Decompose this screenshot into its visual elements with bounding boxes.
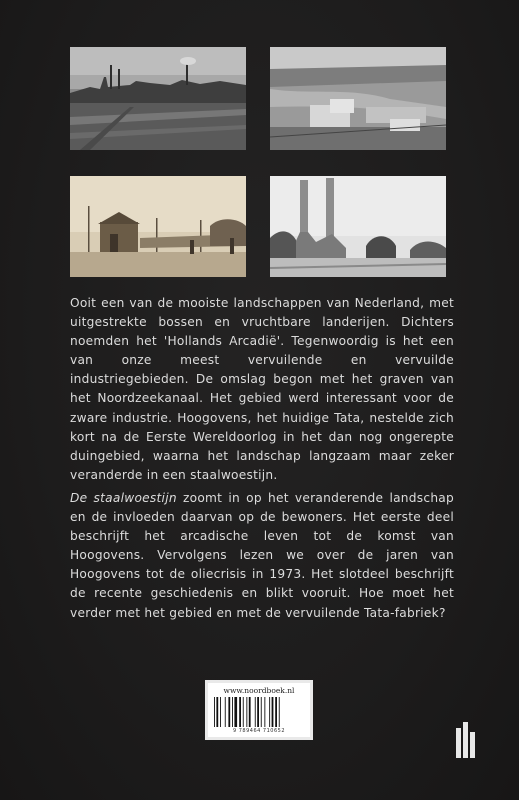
photo-chimneys [270, 176, 446, 277]
blurb-paragraph-2 [70, 489, 454, 623]
blurb-paragraph-2-text: zoomt in op het veranderende landschap en de invloeden daarvan op de bewoners. Het eerste deel beschrijft het arcadische leven tot de komst van Hoogovens. Vervolgens lezen we over de jaren van Hoogovens tot de oliecrisis in 1973. Het slotdeel beschrijft de recente geschiedenis en blikt vooruit. Hoe moet het verder met het gebied en met de vervuilende Tata-fabriek? [70, 491, 454, 620]
barcode [205, 680, 313, 740]
book-title-italic: De staalwoestijn [70, 491, 177, 505]
photo-steelworks-landscape [70, 47, 246, 150]
barcode-bars-icon [214, 697, 304, 727]
publisher-logo-icon [453, 720, 479, 760]
publisher-url: www.noordboek.nl [223, 686, 295, 695]
photo-aerial-canal [270, 47, 446, 150]
blurb-paragraph-1-text: Ooit een van de mooiste landschappen van Nederland, met uitgestrekte bossen en vruchtbare landerijen. Dichters noemden het 'Hollands Arcadië'. Tegenwoordig is het een van onze meest vervuilende en vervuilde industriegebieden. De omslag begon met het graven van het Noordzeekanaal. Het gebied werd interessant voor de zware industrie. Hoogovens, het huidige Tata, nestelde zich kort na de Eerste Wereldoorlog in het dan nog ongerepte duingebied, waarna het landschap langzaam maar zeker veranderde in een staalwoestijn. [70, 296, 454, 482]
isbn-number: 9 789464 710652 [232, 728, 286, 734]
blurb-paragraph-1 [70, 294, 454, 485]
photo-village-square [70, 176, 246, 277]
